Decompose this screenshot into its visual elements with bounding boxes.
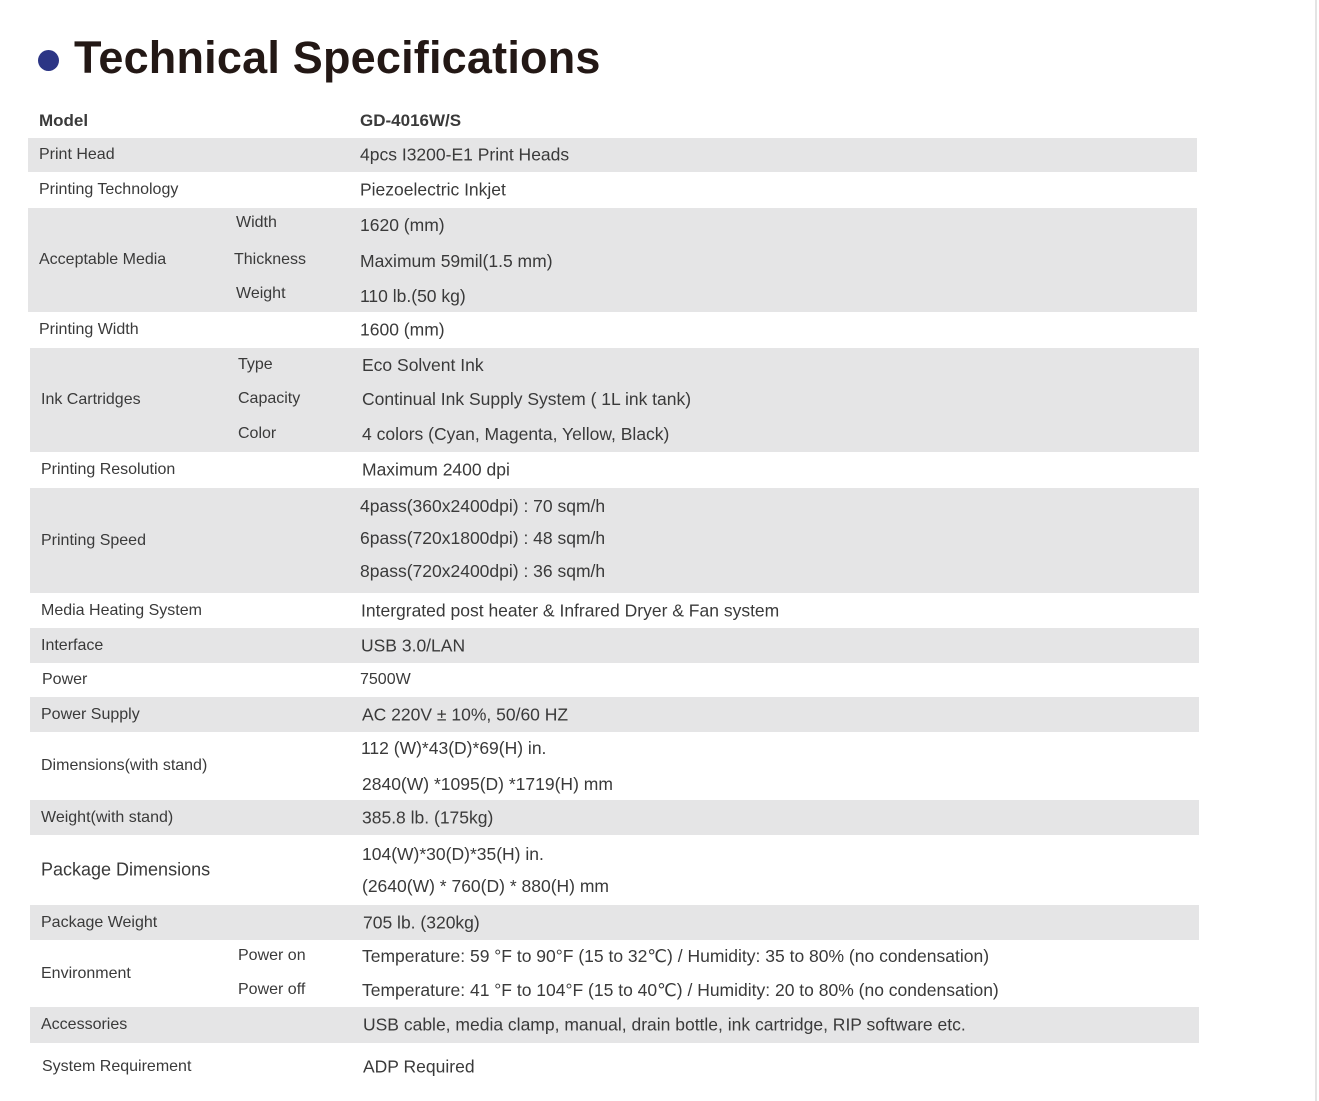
- row-value: 7500W: [360, 671, 411, 688]
- table-row-environment: [30, 940, 1199, 1007]
- row-label: Package Dimensions: [41, 859, 211, 880]
- row-label: Printing Technology: [39, 181, 179, 198]
- row-value: ADP Required: [363, 1056, 475, 1077]
- row-value: Continual Ink Supply System ( 1L ink tank): [362, 389, 692, 409]
- row-label: Environment: [41, 964, 131, 982]
- row-label: Power Supply: [41, 705, 140, 723]
- row-value: USB 3.0/LAN: [361, 635, 466, 655]
- table-row-printing-speed: [30, 488, 1199, 593]
- row-label: Printing Resolution: [41, 461, 176, 478]
- row-value: 1620 (mm): [360, 215, 445, 235]
- table-row-interface: [30, 628, 1199, 663]
- row-value: Temperature: 59 °F to 90°F (15 to 32℃) / Humidity: 35 to 80% (no condensation): [362, 946, 990, 966]
- row-label: Ink Cartridges: [41, 391, 141, 408]
- row-value: Eco Solvent Ink: [362, 355, 484, 375]
- page-title: Technical Specifications: [74, 32, 601, 83]
- row-label: Printing Speed: [41, 531, 146, 549]
- row-value: USB cable, media clamp, manual, drain bottle, ink cartridge, RIP software etc.: [363, 1014, 966, 1035]
- table-row-accessories: [30, 1007, 1199, 1043]
- sub-label: Width: [236, 214, 277, 231]
- row-value: 4 colors (Cyan, Magenta, Yellow, Black): [362, 424, 670, 444]
- row-value: 8pass(720x2400dpi) : 36 sqm/h: [360, 561, 606, 581]
- sub-label: Power on: [238, 947, 306, 964]
- row-value: 4pass(360x2400dpi) : 70 sqm/h: [360, 496, 606, 516]
- table-row-power-supply: [30, 697, 1199, 732]
- row-value: Maximum 59mil(1.5 mm): [360, 251, 553, 271]
- row-value: 104(W)*30(D)*35(H) in.: [362, 844, 544, 864]
- row-label: Weight(with stand): [41, 808, 174, 826]
- row-value: 110 lb.(50 kg): [360, 286, 466, 306]
- table-row-model: [28, 103, 1197, 138]
- row-value: Piezoelectric Inkjet: [360, 179, 506, 200]
- row-label: Power: [42, 671, 88, 688]
- row-value: GD-4016W/S: [360, 110, 462, 130]
- sub-label: Type: [238, 356, 273, 373]
- row-label: Model: [39, 110, 89, 130]
- table-row-dimensions: [30, 732, 1199, 800]
- row-label: Accessories: [41, 1016, 128, 1033]
- row-label: Interface: [41, 636, 104, 654]
- row-label: Print Head: [39, 146, 115, 163]
- row-value: 112 (W)*43(D)*69(H) in.: [361, 738, 547, 758]
- table-row-acceptable-media: [28, 208, 1197, 312]
- row-label: Dimensions(with stand): [41, 757, 208, 774]
- bullet-icon: [38, 50, 59, 71]
- row-value: Temperature: 41 °F to 104°F (15 to 40℃) / Humidity: 20 to 80% (no condensation): [362, 980, 999, 1000]
- table-row-system-requirement: [30, 1043, 1199, 1091]
- row-label: Printing Width: [39, 321, 139, 338]
- table-row-media-heating: [30, 593, 1199, 628]
- page-edge-rule: [1315, 0, 1317, 1101]
- table-row-power: [30, 663, 1199, 697]
- row-value: 705 lb. (320kg): [363, 912, 480, 932]
- row-value: (2640(W) * 760(D) * 880(H) mm: [362, 876, 609, 896]
- table-row-printing-technology: [28, 172, 1197, 208]
- sub-label: Capacity: [238, 390, 301, 407]
- table-row-printing-width: [28, 312, 1197, 348]
- row-value: AC 220V ± 10%, 50/60 HZ: [362, 704, 569, 724]
- sub-label: Power off: [238, 981, 306, 998]
- row-value: Intergrated post heater & Infrared Dryer & Fan system: [361, 600, 780, 620]
- table-row-printing-resolution: [30, 452, 1199, 488]
- table-row-package-dimensions: [30, 835, 1199, 905]
- row-value: Maximum 2400 dpi: [362, 459, 510, 480]
- row-label: Package Weight: [41, 913, 158, 931]
- table-row-weight: [30, 800, 1199, 835]
- row-value: 4pcs I3200-E1 Print Heads: [360, 144, 570, 165]
- row-value: 1600 (mm): [360, 319, 445, 340]
- row-value: 2840(W) *1095(D) *1719(H) mm: [362, 774, 613, 794]
- table-row-ink-cartridges: [30, 348, 1199, 452]
- sub-label: Color: [238, 425, 277, 442]
- spec-table: [28, 103, 1197, 1091]
- table-row-print-head: [28, 138, 1197, 172]
- row-value: 385.8 lb. (175kg): [362, 807, 494, 827]
- row-label: Media Heating System: [41, 601, 202, 619]
- row-value: 6pass(720x1800dpi) : 48 sqm/h: [360, 528, 606, 548]
- sub-label: Thickness: [234, 251, 307, 268]
- sub-label: Weight: [236, 285, 286, 302]
- row-label: System Requirement: [42, 1058, 192, 1075]
- row-label: Acceptable Media: [39, 251, 167, 268]
- table-row-package-weight: [30, 905, 1199, 940]
- section-header: [38, 30, 601, 86]
